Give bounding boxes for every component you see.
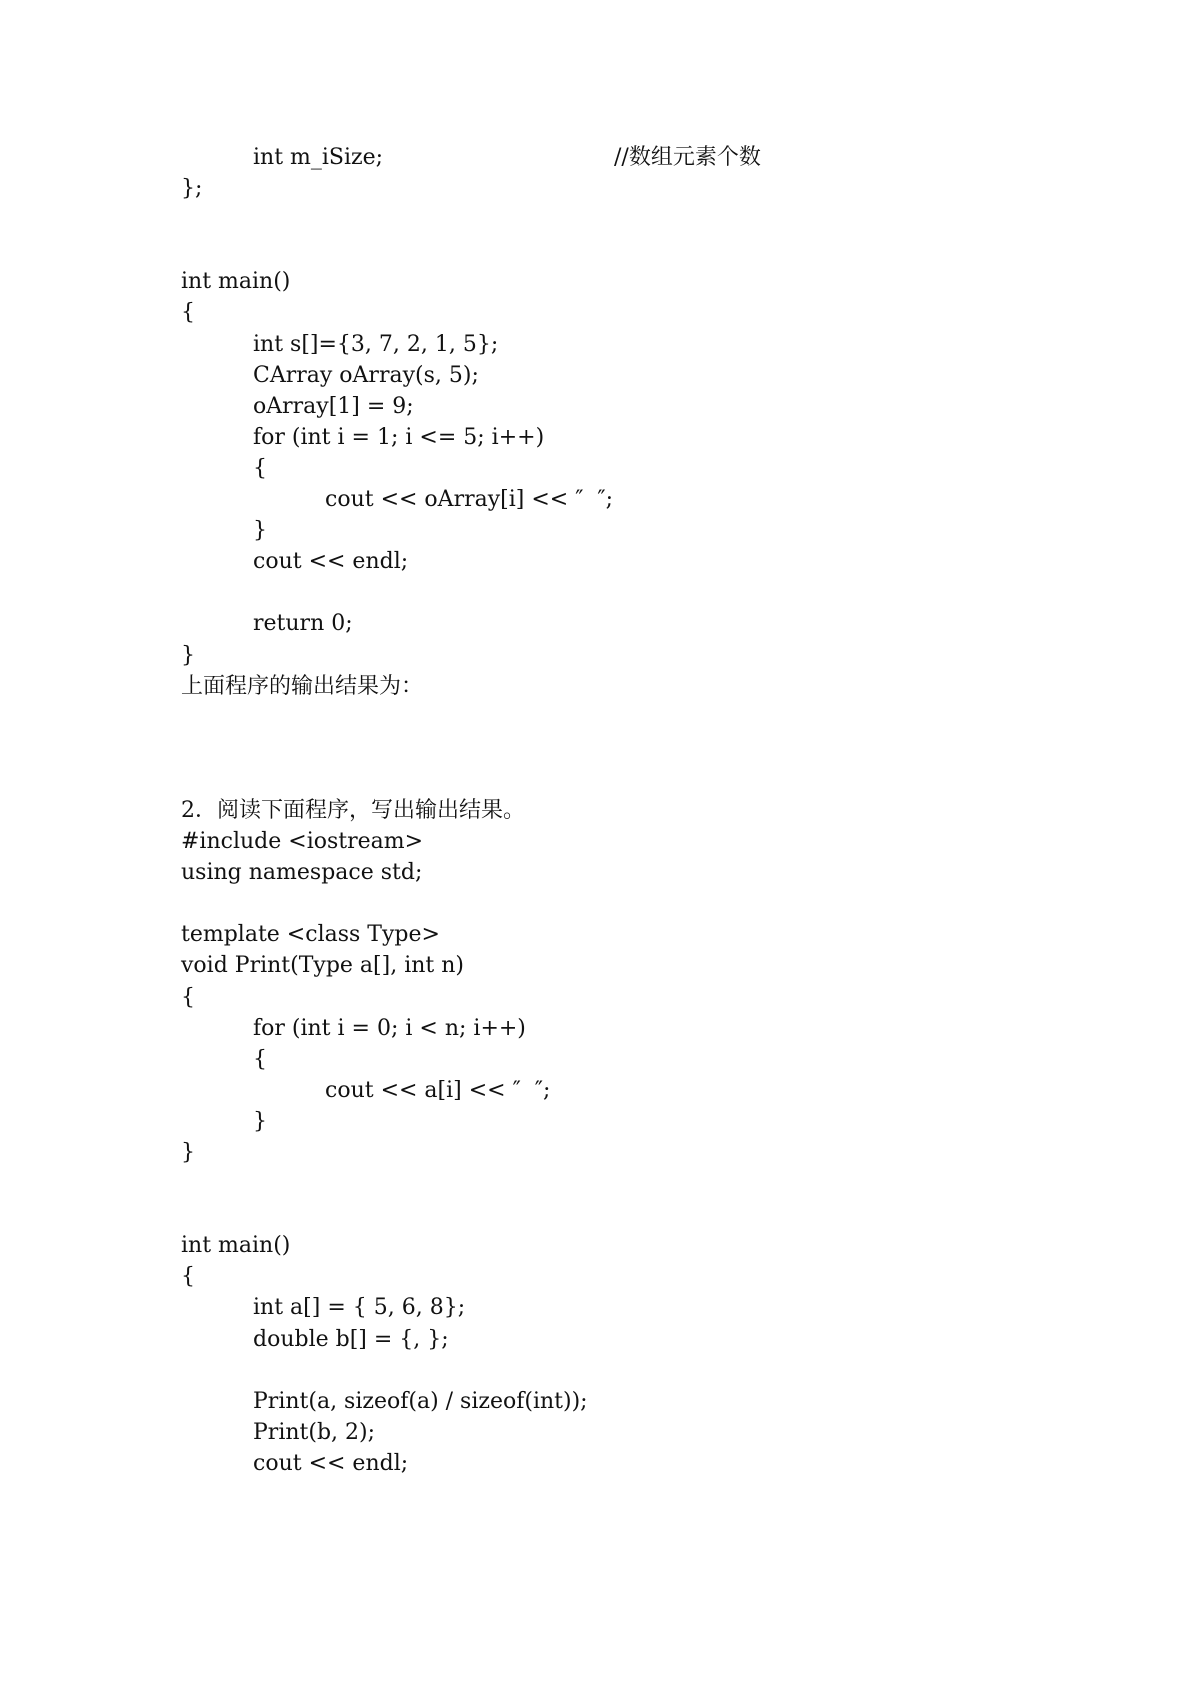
line-text: } <box>181 642 195 668</box>
document-line <box>181 702 1081 733</box>
document-line <box>181 1261 1081 1292</box>
document-line <box>181 515 1081 546</box>
document-line <box>181 640 1081 671</box>
document-line <box>181 142 1081 173</box>
document-line <box>181 888 1081 919</box>
document-line <box>181 1137 1081 1168</box>
line-text: CArray oArray(s, 5); <box>253 362 479 388</box>
line-text: } <box>253 518 267 544</box>
document-line <box>181 329 1081 360</box>
line-text: cout << a[i] << ″ ″; <box>325 1077 551 1103</box>
document-line <box>181 391 1081 422</box>
line-text: { <box>253 455 267 481</box>
line-text: Print(a, sizeof(a) / sizeof(int)); <box>253 1388 588 1414</box>
line-text: int m_iSize; <box>253 145 384 170</box>
code-comment: //数组元素个数 <box>614 145 761 170</box>
document-line <box>181 1199 1081 1230</box>
document-line <box>181 266 1081 297</box>
document-line <box>181 360 1081 391</box>
line-text: } <box>253 1108 267 1134</box>
document-line <box>181 1168 1081 1199</box>
document-line <box>181 919 1081 950</box>
document-line <box>181 546 1081 577</box>
document-line <box>181 422 1081 453</box>
line-text: }; <box>181 176 203 202</box>
document-line <box>181 1292 1081 1323</box>
document-line <box>181 453 1081 484</box>
document-line <box>181 1417 1081 1448</box>
document-line <box>181 795 1081 826</box>
line-text: int a[] = { 5, 6, 8}; <box>253 1295 466 1321</box>
line-text: #include <iostream> <box>181 829 424 855</box>
line-text: { <box>253 1046 267 1072</box>
document-line <box>181 826 1081 857</box>
document-line <box>181 1324 1081 1355</box>
document-line <box>181 1386 1081 1417</box>
line-text: cout << oArray[i] << ″ ″; <box>325 487 614 513</box>
line-text: for (int i = 0; i < n; i++) <box>253 1015 526 1041</box>
line-text: void Print(Type a[], int n) <box>181 953 464 979</box>
line-text: 2．阅读下面程序，写出输出结果。 <box>181 797 525 823</box>
document-line <box>181 204 1081 235</box>
line-text: oArray[1] = 9; <box>253 393 414 419</box>
document-line <box>181 1448 1081 1479</box>
line-text: int main() <box>181 269 291 295</box>
document-line <box>181 1106 1081 1137</box>
document-line <box>181 484 1081 515</box>
document-line <box>181 608 1081 639</box>
document-line <box>181 577 1081 608</box>
document-line <box>181 950 1081 981</box>
document-line <box>181 1013 1081 1044</box>
document-line <box>181 297 1081 328</box>
document-line <box>181 235 1081 266</box>
document-line <box>181 1230 1081 1261</box>
line-text: { <box>181 300 195 326</box>
document-line <box>181 173 1081 204</box>
document-line <box>181 1044 1081 1075</box>
line-text: cout << endl; <box>253 1450 409 1476</box>
line-text: } <box>181 1140 195 1165</box>
line-text: double b[] = {, }; <box>253 1326 449 1352</box>
line-text: using namespace std; <box>181 860 423 886</box>
line-text: { <box>181 984 195 1010</box>
line-text: int main() <box>181 1233 291 1259</box>
line-text: for (int i = 1; i <= 5; i++) <box>253 424 545 450</box>
document-line <box>181 1075 1081 1106</box>
line-text: int s[]={3, 7, 2, 1, 5}; <box>253 331 499 357</box>
line-text: cout << endl; <box>253 549 409 575</box>
line-text: Print(b, 2); <box>253 1419 376 1445</box>
line-text: { <box>181 1264 195 1290</box>
line-text: 上面程序的输出结果为： <box>181 673 424 699</box>
code-listing <box>181 142 1081 1479</box>
line-text: return 0; <box>253 611 353 637</box>
document-line <box>181 733 1081 764</box>
document-line <box>181 671 1081 702</box>
document-line <box>181 857 1081 888</box>
line-text: template <class Type> <box>181 922 440 948</box>
document-line <box>181 982 1081 1013</box>
document-line <box>181 1355 1081 1386</box>
document-line <box>181 764 1081 795</box>
